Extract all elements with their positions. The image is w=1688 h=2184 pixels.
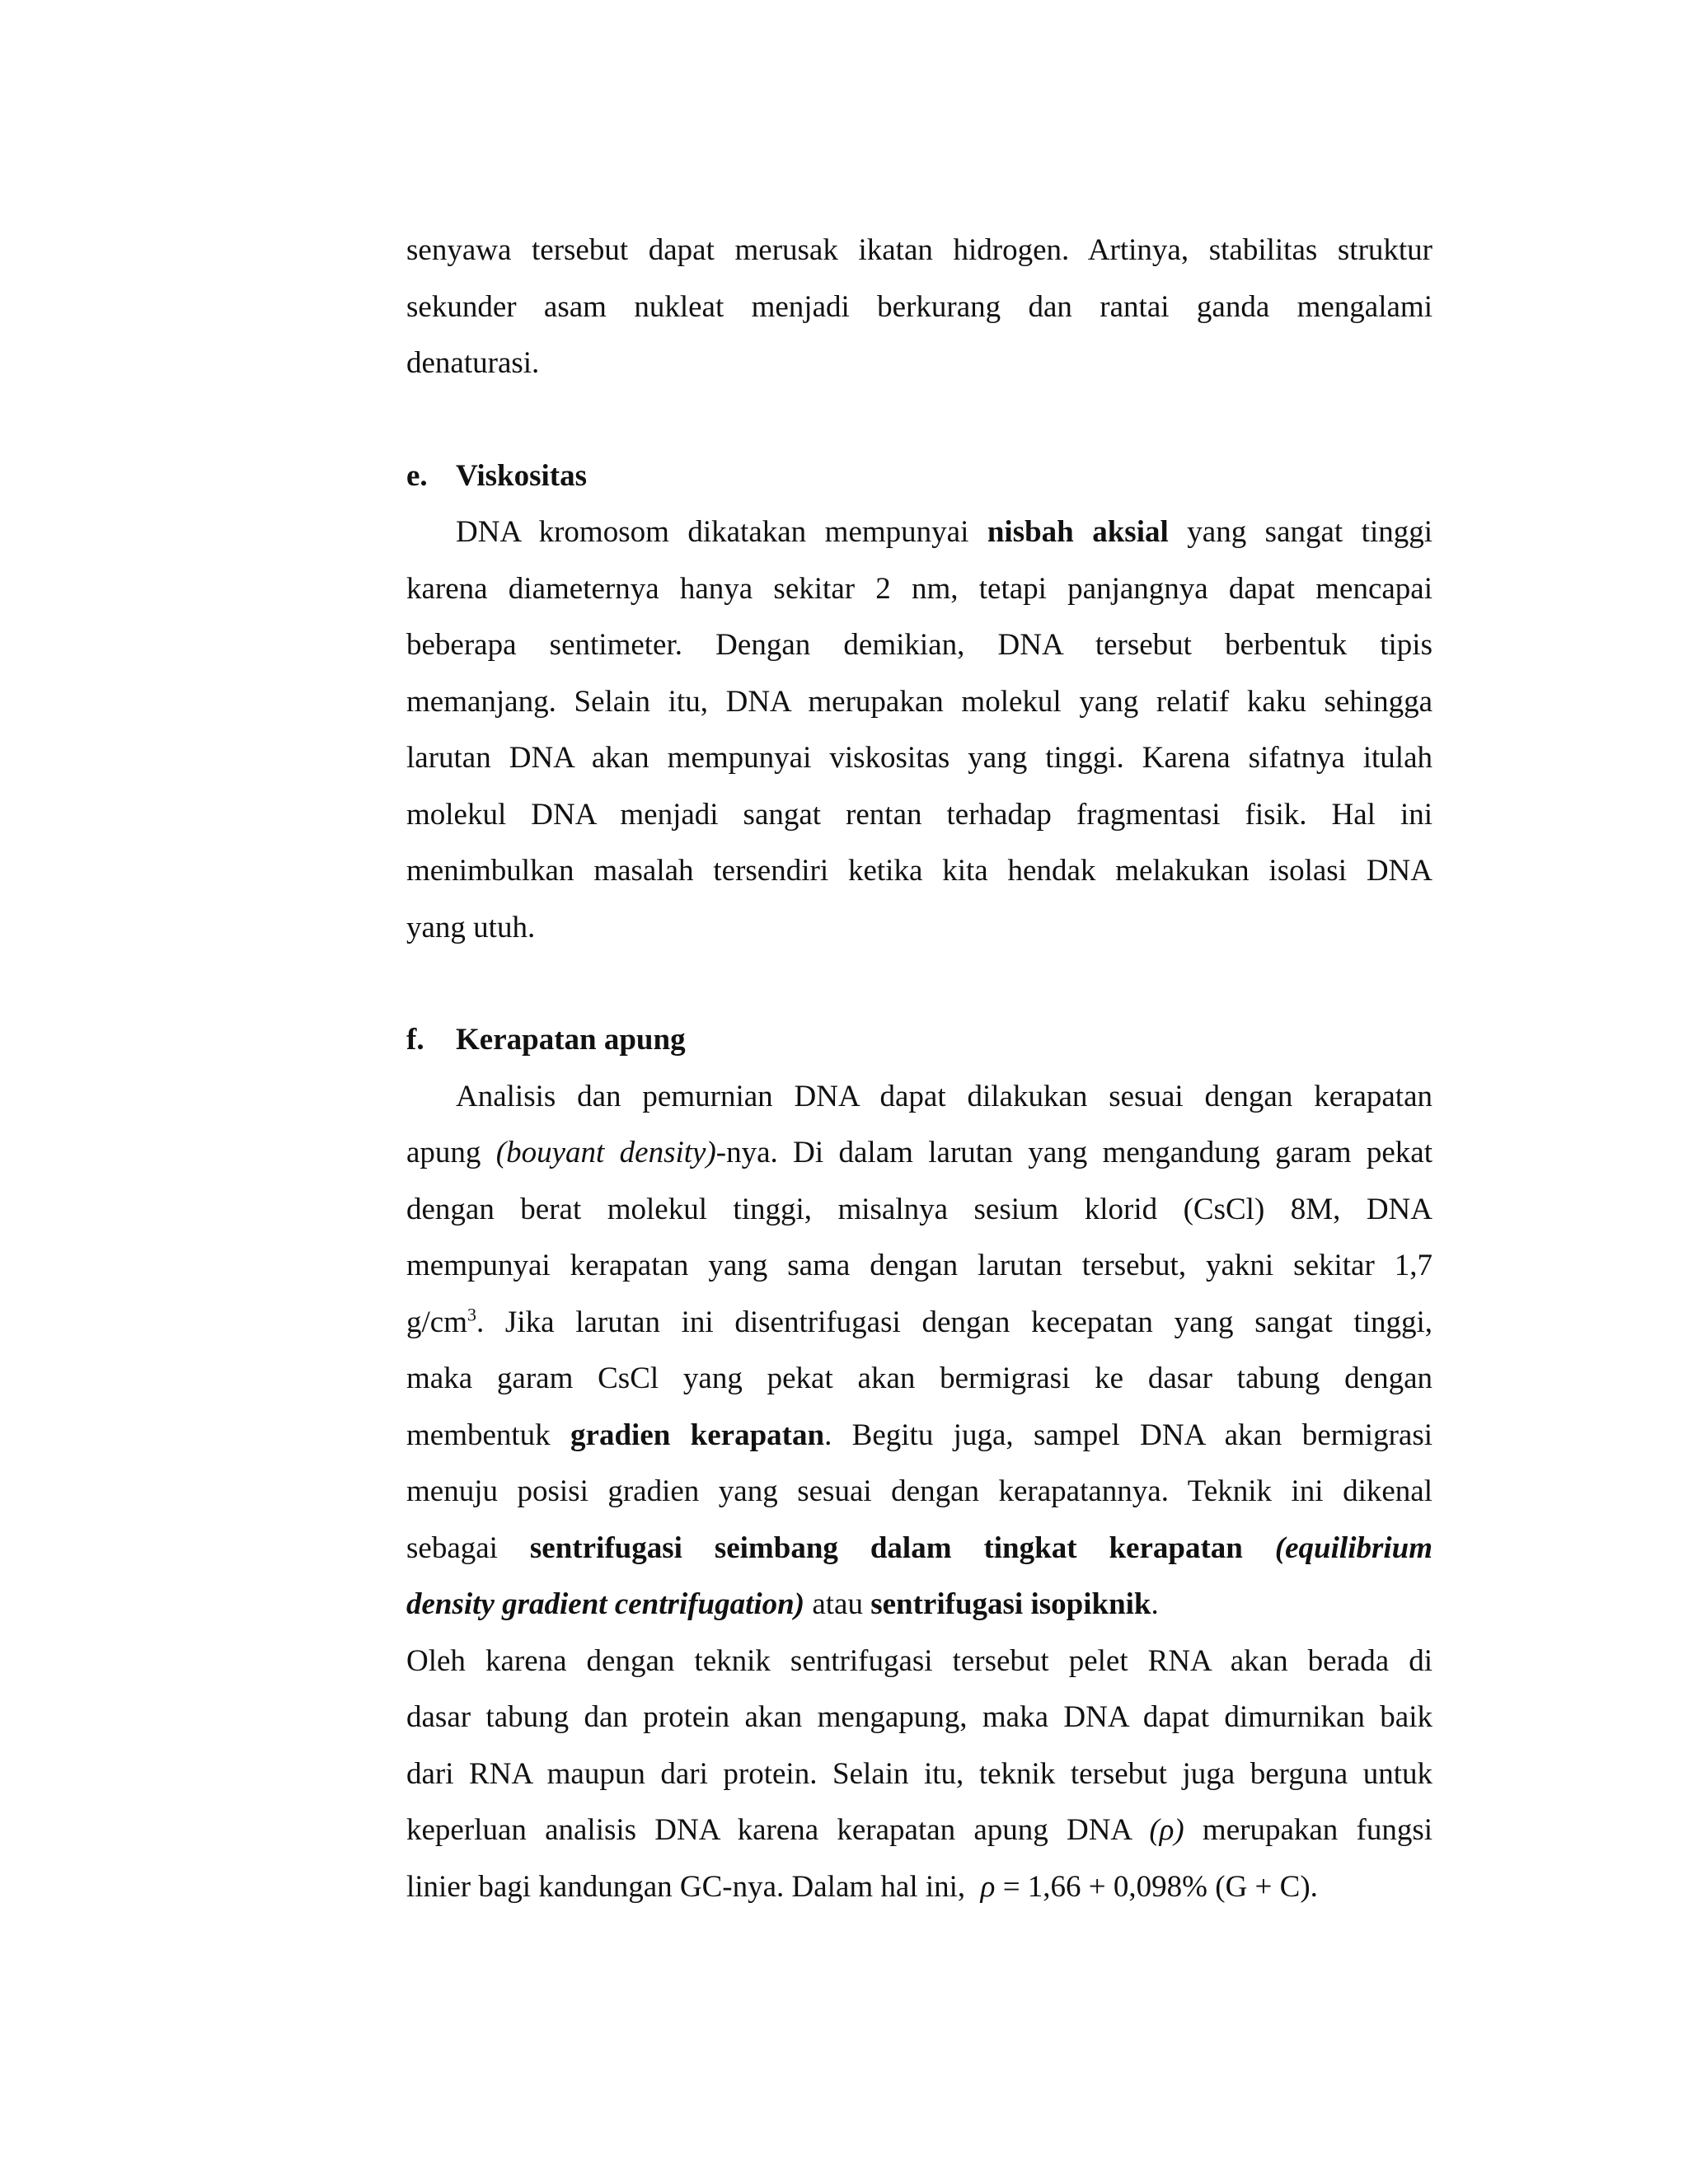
section-heading-viskositas (406, 448, 1432, 505)
text-line: dari RNA maupun dari protein. Selain itu, teknik tersebut juga berguna untuk (406, 1756, 1432, 1791)
term-nisbah-aksial: nisbah aksial (987, 515, 1169, 549)
text-line: senyawa tersebut dapat merusak ikatan hidrogen. Artinya, stabilitas struktur (406, 233, 1432, 267)
text-line: Oleh karena dengan teknik sentrifugasi tersebut pelet RNA akan berada di (406, 1643, 1432, 1678)
text-line: mempunyai kerapatan yang sama dengan larutan tersebut, yakni sekitar 1,7 (406, 1249, 1432, 1282)
text-line: keperluan analisis DNA karena kerapatan apung DNA (ρ) merupakan fungsi (406, 1813, 1432, 1847)
document-page (406, 223, 1432, 1915)
text-line: maka garam CsCl yang pekat akan bermigrasi ke dasar tabung dengan (406, 1361, 1432, 1395)
text-line: DNA kromosom dikatakan mempunyai nisbah aksial yang sangat tinggi (456, 515, 1433, 549)
text-line: yang utuh. (406, 910, 536, 944)
text-line: linier bagi kandungan GC-nya. Dalam hal ini, ρ = 1,66 + 0,098% (G + C). (406, 1869, 1318, 1904)
symbol-rho: ρ (980, 1869, 996, 1904)
term-density-gradient: density gradient centrifugation) (406, 1587, 805, 1621)
text-line: molekul DNA menjadi sangat rentan terhadap fragmentasi fisik. Hal ini (406, 797, 1432, 832)
term-equilibrium: (equilibrium (1274, 1530, 1433, 1565)
text-line: $g/cm^3$. Jika larutan ini disentrifugasi dengan kecepatan yang sangat tinggi, (406, 1304, 1432, 1339)
text-line: larutan DNA akan mempunyai viskositas yang tinggi. Karena sifatnya itulah (406, 741, 1432, 775)
text-line: denaturasi. (406, 346, 540, 380)
section-letter: f. (406, 1023, 424, 1057)
text-line: sekunder asam nukleat menjadi berkurang dan rantai ganda mengalami (406, 289, 1432, 324)
text-line: menuju posisi gradien yang sesuai dengan kerapatannya. Teknik ini dikenal (406, 1474, 1432, 1508)
term-bouyant-density: (bouyant density) (495, 1136, 716, 1169)
text-line: dasar tabung dan protein akan mengapung, maka DNA dapat dimurnikan baik (406, 1700, 1432, 1734)
text-line: menimbulkan masalah tersendiri ketika kita hendak melakukan isolasi DNA (406, 854, 1432, 888)
superscript: 3 (467, 1304, 476, 1325)
section-spacer (406, 392, 1432, 448)
text-line: density gradient centrifugation) atau sentrifugasi isopiknik. (406, 1587, 1159, 1621)
text-line: memanjang. Selain itu, DNA merupakan molekul yang relatif kaku sehingga (406, 684, 1432, 719)
section-title: Kerapatan apung (456, 1023, 686, 1057)
intro-paragraph (406, 223, 1432, 392)
text-line: Analisis dan pemurnian DNA dapat dilakukan sesuai dengan kerapatan (456, 1079, 1432, 1113)
text-line: sebagai sentrifugasi seimbang dalam tingkat kerapatan (equilibrium (406, 1530, 1433, 1565)
symbol-rho: (ρ) (1149, 1813, 1184, 1847)
term-sentrifugasi-isopiknik: sentrifugasi isopiknik (870, 1587, 1151, 1621)
section-spacer (406, 956, 1432, 1012)
section-title: Viskositas (456, 458, 588, 493)
term-gradien-kerapatan: gradien kerapatan (570, 1418, 825, 1452)
text-line: membentuk gradien kerapatan. Begitu juga, sampel DNA akan bermigrasi (406, 1418, 1433, 1452)
viskositas-paragraph (406, 504, 1432, 956)
kerapatan-paragraph (406, 1069, 1432, 1916)
text-line: apung (bouyant density)-nya. Di dalam larutan yang mengandung garam pekat (406, 1136, 1432, 1169)
section-letter: e. (406, 458, 428, 493)
text-line: beberapa sentimeter. Dengan demikian, DNA tersebut berbentuk tipis (406, 628, 1432, 662)
text-line: karena diameternya hanya sekitar 2 nm, tetapi panjangnya dapat mencapai (406, 571, 1432, 606)
term-sentrifugasi-seimbang: sentrifugasi seimbang dalam tingkat kerapatan (529, 1530, 1243, 1565)
text-line: dengan berat molekul tinggi, misalnya sesium klorid (CsCl) 8M, DNA (406, 1192, 1432, 1226)
section-heading-kerapatan-apung (406, 1012, 1432, 1069)
